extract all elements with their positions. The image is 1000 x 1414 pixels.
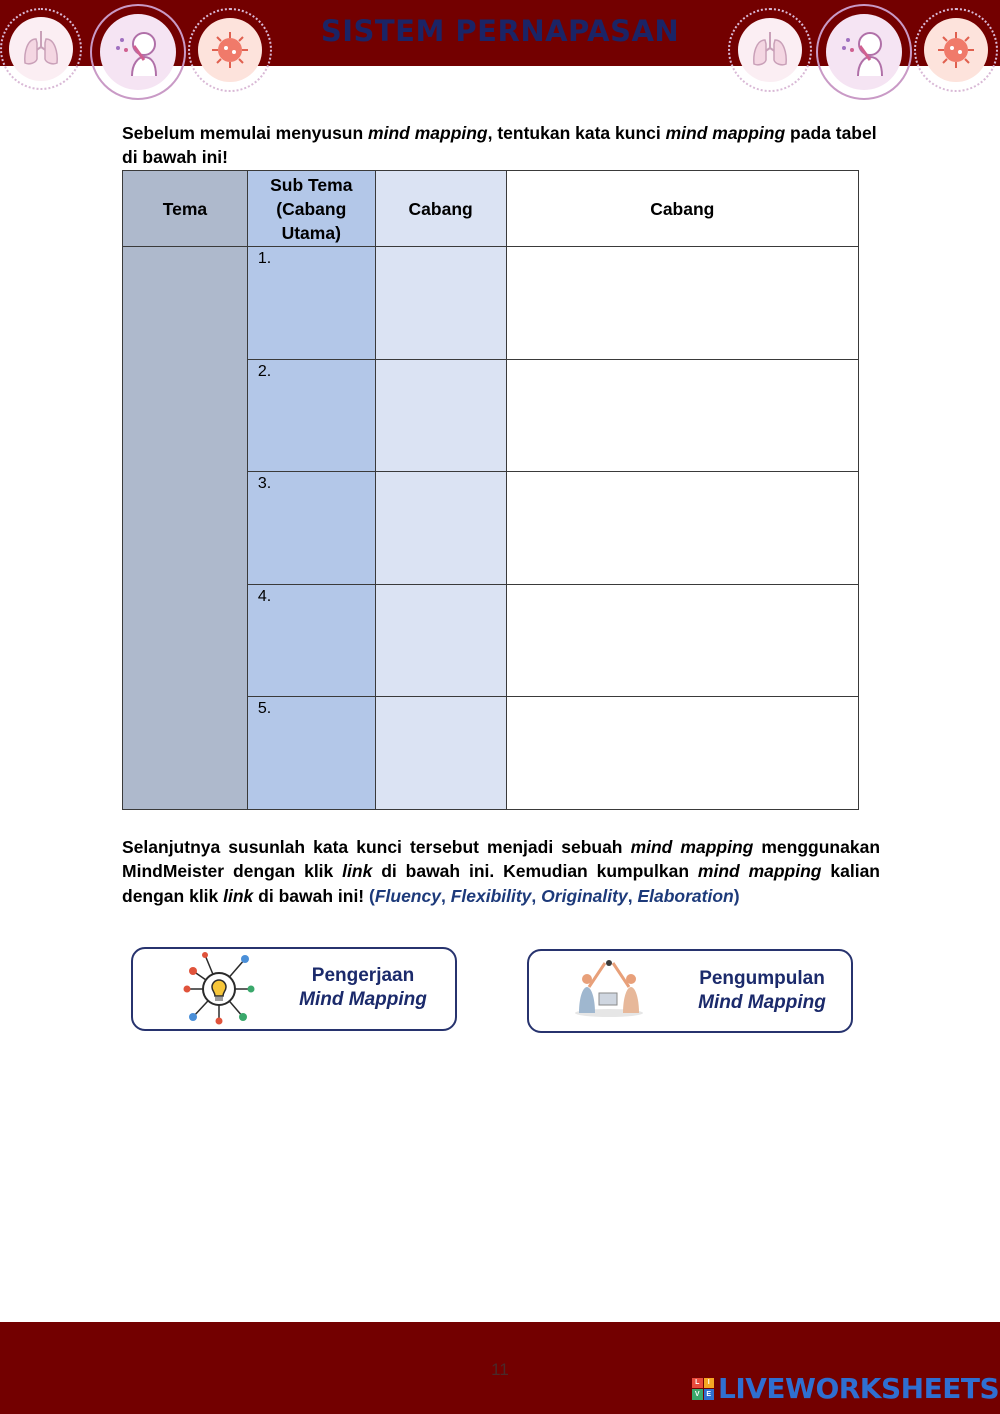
row-number: 1. — [257, 250, 272, 267]
cabang-detail-cell[interactable] — [506, 472, 858, 585]
cabang-cell[interactable] — [375, 359, 506, 472]
row-number: 5. — [257, 700, 272, 718]
cabang-detail-cell[interactable] — [506, 359, 858, 472]
table-header-row — [123, 171, 859, 247]
team-high-five-icon — [569, 957, 649, 1021]
lightbulb-network-icon — [181, 951, 257, 1027]
breathing-person-icon — [826, 14, 902, 90]
liveworksheets-logo[interactable] — [692, 1372, 999, 1405]
sub-tema-cell[interactable] — [247, 247, 375, 360]
row-number: 3. — [257, 475, 272, 493]
sub-tema-cell[interactable] — [247, 359, 375, 472]
cabang-cell[interactable] — [375, 697, 506, 810]
page-title: SISTEM PERNAPASAN — [320, 14, 680, 48]
lungs-icon — [9, 17, 73, 81]
sub-tema-cell[interactable] — [247, 472, 375, 585]
row-number: 4. — [257, 587, 272, 605]
virus-icon — [198, 18, 262, 82]
cabang-detail-cell[interactable] — [506, 697, 858, 810]
header-sub-tema: Sub Tema (Cabang Utama) — [247, 171, 375, 247]
virus-icon — [924, 18, 988, 82]
work-button-label: Pengerjaan Mind Mapping — [299, 965, 427, 1010]
breathing-person-icon — [100, 14, 176, 90]
tema-input-cell[interactable] — [123, 247, 248, 810]
instruction-paragraph: Selanjutnya susunlah kata kunci tersebut menjadi sebuah mind mapping menggunakan MindMeister dengan klik link di bawah ini. Kemudian kumpulkan mind mapping kalian dengan klik link di bawah ini! (Fluency, Flexibility, Originality, Elaboration) — [122, 837, 881, 906]
header-tema: Tema — [123, 171, 248, 247]
brand-name: LIVEWORKSHEETS — [718, 1372, 1000, 1405]
sub-tema-cell[interactable] — [247, 697, 375, 810]
submit-button-label: Pengumpulan Mind Mapping — [698, 968, 826, 1013]
table-row — [123, 247, 859, 360]
header-cabang: Cabang — [375, 171, 506, 247]
keyword-table — [122, 170, 859, 810]
page-number: 11 — [491, 1360, 509, 1379]
cabang-detail-cell[interactable] — [506, 584, 858, 697]
intro-instruction: Sebelum memulai menyusun mind mapping, tentukan kata kunci mind mapping pada tabel di bawah ini! — [122, 123, 877, 167]
header-cabang-2: Cabang — [506, 171, 858, 247]
cabang-cell[interactable] — [375, 472, 506, 585]
cabang-detail-cell[interactable] — [506, 247, 858, 360]
sub-tema-cell[interactable] — [247, 584, 375, 697]
work-mind-mapping-button[interactable] — [131, 947, 457, 1031]
lungs-icon — [738, 18, 802, 82]
submit-mind-mapping-button[interactable] — [527, 949, 853, 1033]
logo-grid-icon: L I V E — [692, 1378, 714, 1400]
row-number: 2. — [257, 362, 272, 380]
cabang-cell[interactable] — [375, 584, 506, 697]
cabang-cell[interactable] — [375, 247, 506, 360]
